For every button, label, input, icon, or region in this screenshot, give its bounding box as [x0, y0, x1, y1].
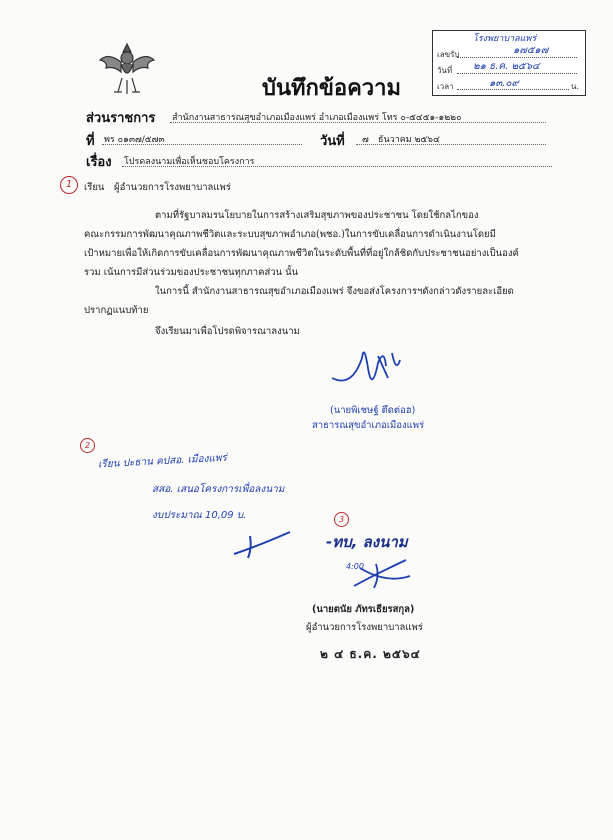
paragraph2-line1: ในการนี้ สำนักงานสาธารณสุขอำเภอเมืองแพร่ จึงขอส่งโครงการฯดังกล่าวดังรายละเอียด — [155, 286, 514, 297]
stamp-date-label: วันที่ — [437, 66, 453, 75]
paragraph1-line2: คณะกรรมการพัฒนาคุณภาพชีวิตและระบบสุขภาพอำเภอ(พชอ.)ในการขับเคลื่อนการดำเนินงานโดยมี — [84, 229, 496, 240]
handwritten-line-2: สสอ. เสนอโครงการเพื่อลงนาม — [152, 484, 285, 495]
garuda-emblem-icon — [96, 38, 158, 98]
annotation-circle-3: 3 — [334, 512, 349, 527]
initials-signature-icon — [228, 526, 298, 560]
stamp-hospital-name: โรงพยาบาลแพร่ — [473, 34, 537, 44]
paragraph1-line1: ตามที่รัฐบาลมรนโยบายในการสร้างเสริมสุขภาพของประชาชน โดยใช้กลไกของ — [155, 210, 479, 221]
memo-title: บันทึกข้อความ — [262, 76, 402, 101]
annotation-circle-1: 1 — [60, 176, 78, 194]
salutation-value: ผู้อำนวยการโรงพยาบาลแพร่ — [114, 182, 231, 193]
subject-value: โปรดลงนามเพื่อเห็นชอบโครงการ — [124, 157, 255, 167]
signature-2-title: ผู้อำนวยการโรงพยาบาลแพร่ — [306, 622, 423, 633]
agency-label: ส่วนราชการ — [86, 111, 156, 126]
stamp-time-suffix: น. — [571, 82, 580, 91]
salutation-label: เรียน — [84, 182, 105, 193]
paragraph2-line2: ปรากฏแนบท้าย — [84, 305, 149, 316]
ref-value: พร ๐๑๓๗/๕๗๓ — [104, 135, 165, 145]
ref-label: ที่ — [86, 134, 95, 149]
paragraph1-line4: รวม เน้นการมีส่วนร่วมของประชาชนทุกภาคส่วน นั้น — [84, 267, 299, 278]
closing-line: จึงเรียนมาเพื่อโปรดพิจารณาลงนาม — [155, 326, 300, 337]
stamp-time-label: เวลา — [437, 82, 454, 91]
handwritten-approval: -ทบ, ลงนาม — [326, 533, 408, 551]
signature-2-date: ๒ ๔ ธ.ค. ๒๕๖๔ — [320, 647, 421, 661]
handwritten-note: 4:00 — [346, 562, 364, 571]
signature-2-icon — [346, 556, 416, 590]
signature-1-title: สาธารณสุขอำเภอเมืองแพร่ — [312, 420, 425, 431]
agency-value: สำนักงานสาธารณสุขอำเภอเมืองแพร่ อำเภอเมืองแพร่ โทร ๐-๕๔๕๑-๑๒๒๐ — [172, 113, 462, 123]
receipt-stamp — [432, 30, 586, 96]
stamp-receipt-number: ๑๗๕๑๗ — [513, 45, 549, 56]
date-label: วันที่ — [320, 134, 345, 149]
stamp-date-value: ๒๑ ธ.ค. ๒๕๖๔ — [473, 61, 540, 72]
stamp-time-value: ๑๓.๐๙ — [489, 78, 519, 89]
date-day: ๗ — [362, 135, 369, 145]
signature-2-name: (นายตนัย ภัทรเธียรสกุล) — [312, 604, 415, 615]
stamp-receipt-label: เลขรับ — [437, 50, 460, 59]
handwritten-line-1: เรียน ปะธาน คปสอ. เมืองแพร่ — [97, 452, 228, 471]
signature-1-icon — [322, 338, 412, 398]
signature-1-name: (นายพิเชษฐ์ ตึดต่อฮ) — [330, 405, 416, 416]
annotation-circle-2: 2 — [80, 438, 95, 453]
paragraph1-line3: เป้าหมายเพื่อให้เกิดการขับเคลื่อนการพัฒนาคุณภาพชีวิตในระดับพื้นที่ที่อยู่ใกล้ชิดกับประชาชนอย่างเป็นองค์ — [84, 248, 519, 259]
handwritten-line-3: งบประมาณ 10,09 บ. — [152, 510, 247, 521]
date-month-year: ธันวาคม ๒๕๖๔ — [378, 135, 440, 145]
subject-label: เรื่อง — [86, 155, 112, 170]
